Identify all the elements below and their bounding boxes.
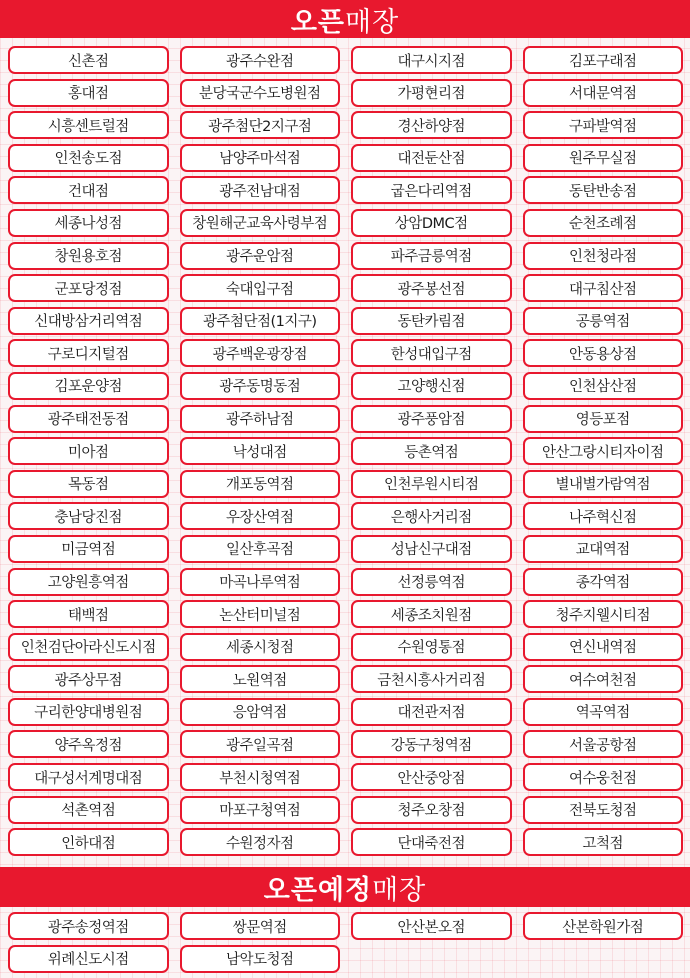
store-card: 인천청라점 [523,242,684,270]
store-card: 청주오창점 [351,796,512,824]
store-card: 부천시청역점 [180,763,341,791]
store-card: 광주상무점 [8,665,169,693]
store-card: 공릉역점 [523,307,684,335]
store-card: 노원역점 [180,665,341,693]
store-card: 충남당진점 [8,502,169,530]
store-card: 우장산역점 [180,502,341,530]
store-card: 굽은다리역점 [351,176,512,204]
store-card: 광주수완점 [180,46,341,74]
store-card: 영등포점 [523,405,684,433]
store-card: 숙대입구점 [180,274,341,302]
store-card: 마포구청역점 [180,796,341,824]
store-card: 시흥센트럴점 [8,111,169,139]
store-card: 안산본오점 [351,912,512,940]
store-card: 광주하남점 [180,405,341,433]
store-card: 서울공항점 [523,730,684,758]
store-card: 인천루원시티점 [351,470,512,498]
store-card: 선정릉역점 [351,568,512,596]
store-card: 상암DMC점 [351,209,512,237]
store-card: 안산중앙점 [351,763,512,791]
store-card: 인천검단아라신도시점 [8,633,169,661]
store-card: 홍대점 [8,79,169,107]
store-card: 순천조례점 [523,209,684,237]
store-card: 별내별가람역점 [523,470,684,498]
open-stores-title-light: 매장 [345,6,400,38]
store-card: 강동구청역점 [351,730,512,758]
store-card: 신대방삼거리역점 [8,307,169,335]
store-card: 김포구래점 [523,46,684,74]
store-card: 광주첨단점(1지구) [180,307,341,335]
store-card: 인하대점 [8,828,169,856]
store-card: 한성대입구점 [351,339,512,367]
store-card: 광주동명동점 [180,372,341,400]
store-card: 광주백운광장점 [180,339,341,367]
store-card: 미아점 [8,437,169,465]
store-card: 개포동역점 [180,470,341,498]
store-card: 대구침산점 [523,274,684,302]
store-card: 남양주마석점 [180,144,341,172]
store-card: 광주풍암점 [351,405,512,433]
store-card: 교대역점 [523,535,684,563]
store-card: 대전둔산점 [351,144,512,172]
store-card: 고양원흥역점 [8,568,169,596]
store-card: 파주금릉역점 [351,242,512,270]
store-card: 미금역점 [8,535,169,563]
store-card: 서대문역점 [523,79,684,107]
store-card: 일산후곡점 [180,535,341,563]
store-card: 인천송도점 [8,144,169,172]
store-card: 고양행신점 [351,372,512,400]
store-card: 여수웅천점 [523,763,684,791]
store-card: 마곡나루역점 [180,568,341,596]
store-card: 안산그랑시티자이점 [523,437,684,465]
store-card: 건대점 [8,176,169,204]
store-card: 대구시지점 [351,46,512,74]
upcoming-stores-header [0,867,690,907]
store-card: 광주전남대점 [180,176,341,204]
store-card: 구파발역점 [523,111,684,139]
store-card: 단대죽전점 [351,828,512,856]
store-card: 산본학원가점 [523,912,684,940]
open-stores-grid [8,46,683,861]
store-card: 신촌점 [8,46,169,74]
store-card: 동탄반송점 [523,176,684,204]
store-card: 수원영통점 [351,633,512,661]
store-card: 수원정자점 [180,828,341,856]
store-card: 광주첨단2지구점 [180,111,341,139]
store-card: 김포운양점 [8,372,169,400]
store-card: 창원용호점 [8,242,169,270]
store-card: 등촌역점 [351,437,512,465]
upcoming-stores-grid [8,912,683,977]
store-card: 안동용상점 [523,339,684,367]
store-card: 광주운암점 [180,242,341,270]
store-card: 분당국군수도병원점 [180,79,341,107]
store-card: 경산하양점 [351,111,512,139]
store-card: 나주혁신점 [523,502,684,530]
store-card: 광주봉선점 [351,274,512,302]
store-card: 석촌역점 [8,796,169,824]
store-card: 위례신도시점 [8,945,169,973]
store-card: 남악도청점 [180,945,341,973]
store-card: 인천삼산점 [523,372,684,400]
upcoming-stores-title-light: 매장 [372,874,427,906]
open-stores-title-bold: 오픈 [290,6,345,38]
store-card: 은행사거리점 [351,502,512,530]
store-card: 성남신구대점 [351,535,512,563]
store-card: 역곡역점 [523,698,684,726]
store-card: 여수여천점 [523,665,684,693]
upcoming-stores-title-bold: 오픈예정 [263,874,373,906]
open-stores-header [0,0,690,38]
store-card: 금천시흥사거리점 [351,665,512,693]
store-card: 광주태전동점 [8,405,169,433]
store-card: 목동점 [8,470,169,498]
store-card: 세종나성점 [8,209,169,237]
store-card: 세종시청점 [180,633,341,661]
store-card: 태백점 [8,600,169,628]
store-card: 전북도청점 [523,796,684,824]
store-card: 대전관저점 [351,698,512,726]
store-card: 쌍문역점 [180,912,341,940]
store-card: 광주송정역점 [8,912,169,940]
store-card: 낙성대점 [180,437,341,465]
store-card: 대구성서계명대점 [8,763,169,791]
store-card: 가평현리점 [351,79,512,107]
store-card: 양주옥정점 [8,730,169,758]
store-card: 원주무실점 [523,144,684,172]
store-card: 논산터미널점 [180,600,341,628]
store-card: 종각역점 [523,568,684,596]
store-card: 창원해군교육사령부점 [180,209,341,237]
store-card: 세종조치원점 [351,600,512,628]
store-card: 고척점 [523,828,684,856]
store-card: 광주일곡점 [180,730,341,758]
store-card: 청주지웰시티점 [523,600,684,628]
store-card: 군포당정점 [8,274,169,302]
store-card: 연신내역점 [523,633,684,661]
store-card: 응암역점 [180,698,341,726]
store-card: 동탄카림점 [351,307,512,335]
store-card: 구리한양대병원점 [8,698,169,726]
store-card: 구로디지털점 [8,339,169,367]
